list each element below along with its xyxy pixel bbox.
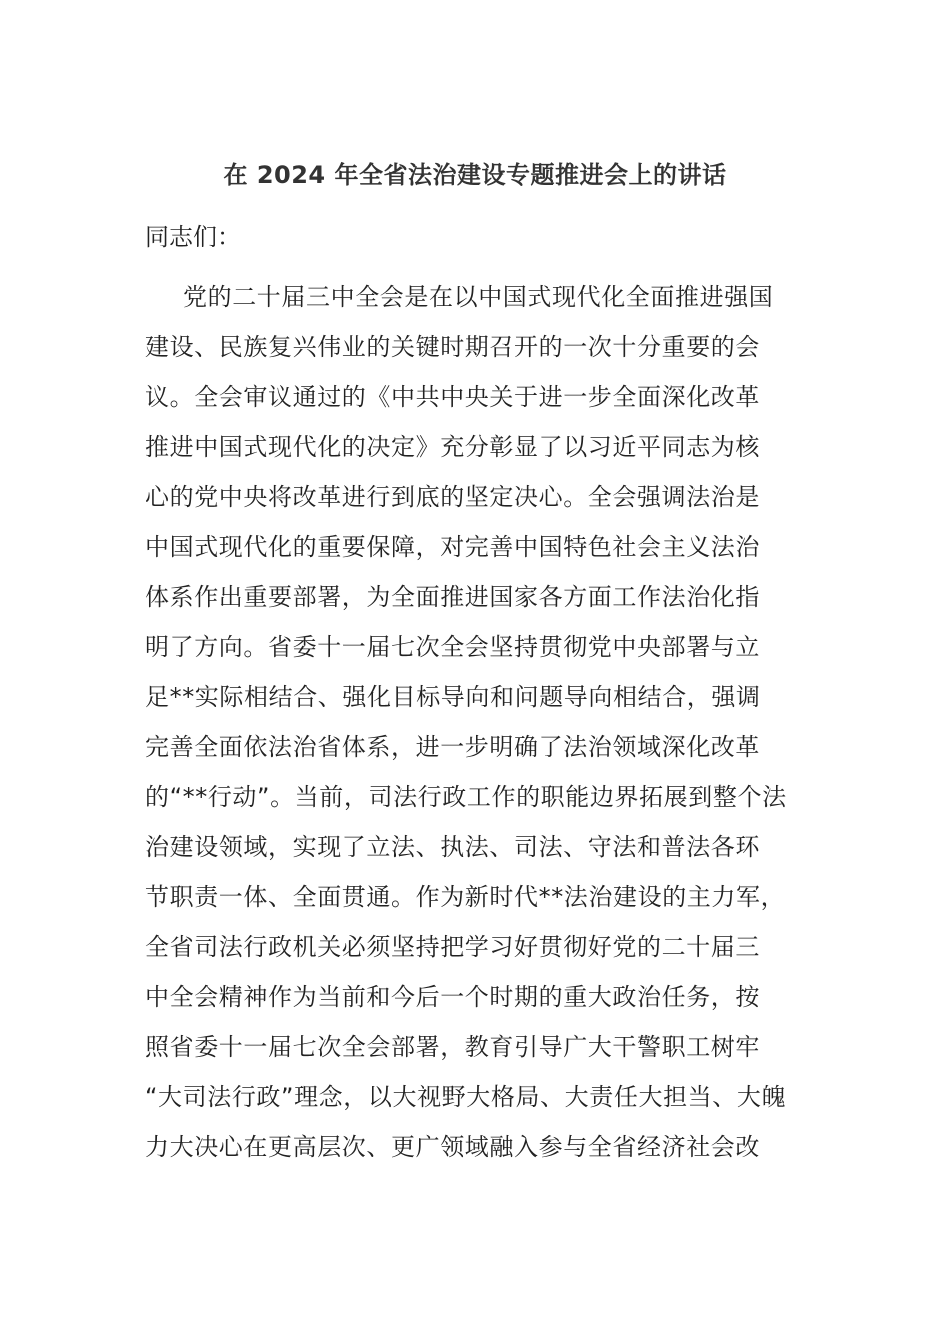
text-line: 的“**行动”。当前，司法行政工作的职能边界拓展到整个法 xyxy=(145,783,787,811)
text-line: 建设、民族复兴伟业的关键时期召开的一次十分重要的会 xyxy=(145,333,760,361)
text-line: 完善全面依法治省体系，进一步明确了法治领域深化改革 xyxy=(145,733,760,761)
text-line: 心的党中央将改革进行到底的坚定决心。全会强调法治是 xyxy=(145,483,760,511)
text-line: 足**实际相结合、强化目标导向和问题导向相结合，强调 xyxy=(145,683,761,711)
text-line: 照省委十一届七次全会部署，教育引导广大干警职工树牢 xyxy=(145,1033,760,1061)
text-line: 明了方向。省委十一届七次全会坚持贯彻党中央部署与立 xyxy=(145,633,760,661)
text-line: “大司法行政”理念，以大视野大格局、大责任大担当、大魄 xyxy=(145,1083,787,1111)
text-line: 体系作出重要部署，为全面推进国家各方面工作法治化指 xyxy=(145,583,760,611)
text-line: 推进中国式现代化的决定》充分彰显了以习近平同志为核 xyxy=(145,433,760,461)
text-line: 全省司法行政机关必须坚持把学习好贯彻好党的二十届三 xyxy=(145,933,760,961)
page-title: 在 2024 年全省法治建设专题推进会上的讲话 xyxy=(223,161,727,189)
salutation: 同志们： xyxy=(145,223,241,251)
text-line: 议。全会审议通过的《中共中央关于进一步全面深化改革 xyxy=(145,383,760,411)
text-line: 中国式现代化的重要保障，对完善中国特色社会主义法治 xyxy=(145,533,760,561)
text-line: 治建设领域，实现了立法、执法、司法、守法和普法各环 xyxy=(145,833,760,861)
body-paragraph xyxy=(145,280,845,1180)
text-line: 力大决心在更高层次、更广领域融入参与全省经济社会改 xyxy=(145,1133,760,1161)
text-line: 节职责一体、全面贯通。作为新时代**法治建设的主力军， xyxy=(145,883,786,911)
text-line: 中全会精神作为当前和今后一个时期的重大政治任务，按 xyxy=(145,983,760,1011)
text-line: 党的二十届三中全会是在以中国式现代化全面推进强国 xyxy=(183,283,774,311)
